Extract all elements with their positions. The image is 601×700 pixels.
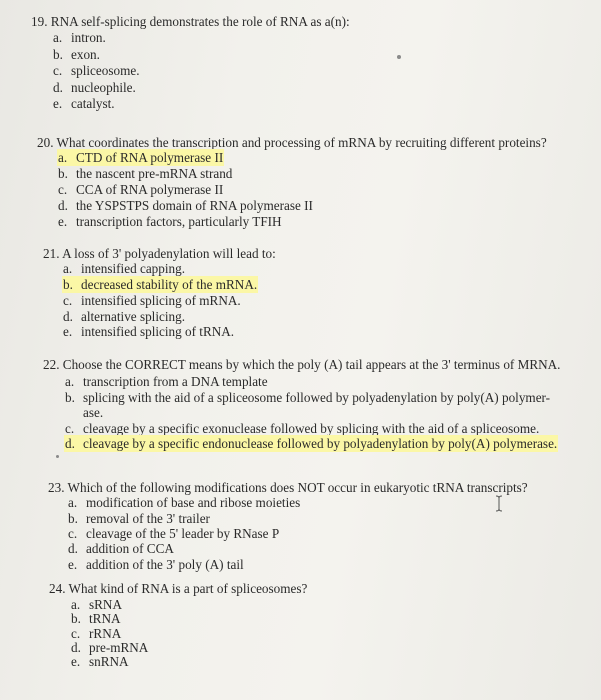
option-c[interactable] xyxy=(65,421,563,437)
option-a[interactable] xyxy=(68,495,528,510)
option-text: tRNA xyxy=(89,611,121,627)
option-a[interactable] xyxy=(71,598,307,612)
option-c[interactable] xyxy=(71,627,307,641)
question-number: 23. xyxy=(48,480,65,495)
question-21 xyxy=(43,246,276,340)
option-letter: b. xyxy=(65,389,75,405)
option-e[interactable] xyxy=(68,557,528,572)
highlighted-answer xyxy=(63,277,257,292)
option-text: intensified splicing of tRNA. xyxy=(81,324,235,340)
option-a[interactable] xyxy=(65,374,563,390)
option-b[interactable] xyxy=(71,612,307,626)
option-list xyxy=(65,374,563,452)
option-letter: c. xyxy=(63,292,73,308)
stray-dot xyxy=(56,455,59,458)
option-letter: b. xyxy=(68,510,78,526)
option-e[interactable] xyxy=(53,96,350,113)
question-number: 24. xyxy=(49,581,66,596)
question-23 xyxy=(48,480,528,572)
option-letter: c. xyxy=(65,420,75,436)
option-letter: a. xyxy=(65,374,75,390)
option-text-continuation: ase. xyxy=(83,405,104,421)
option-text: exon. xyxy=(71,46,100,62)
question-number: 21. xyxy=(43,246,60,261)
option-d[interactable] xyxy=(71,641,307,655)
option-text: cleavage of the 5' leader by RNase P xyxy=(86,526,280,542)
option-letter: e. xyxy=(71,654,81,670)
option-d[interactable] xyxy=(65,436,563,452)
option-text: intensified capping. xyxy=(81,261,186,277)
option-c[interactable] xyxy=(53,63,350,80)
option-text: snRNA xyxy=(89,654,129,670)
question-text: What kind of RNA is a part of spliceosomes? xyxy=(68,581,308,596)
option-letter: b. xyxy=(53,46,63,62)
option-list xyxy=(63,261,276,340)
option-text: CTD of RNA polymerase II xyxy=(76,150,224,166)
question-number: 19. xyxy=(31,14,48,29)
option-letter: e. xyxy=(63,324,73,340)
option-text: catalyst. xyxy=(71,96,115,112)
option-list xyxy=(53,30,350,113)
option-text: intensified splicing of mRNA. xyxy=(81,292,241,308)
option-letter: d. xyxy=(63,308,73,324)
option-text: modification of base and ribose moieties xyxy=(86,495,301,511)
option-text: the nascent pre-mRNA strand xyxy=(76,166,233,182)
option-text: alternative splicing. xyxy=(81,308,185,324)
option-d[interactable] xyxy=(53,80,350,97)
option-letter: a. xyxy=(63,261,73,277)
option-text: cleavage by a specific endonuclease followed by polyadenylation by poly(A) polymerase. xyxy=(83,436,558,452)
option-letter: c. xyxy=(53,63,63,79)
option-letter: b. xyxy=(58,166,68,182)
option-list xyxy=(68,495,528,572)
option-c[interactable] xyxy=(68,526,528,541)
option-letter: d. xyxy=(68,541,78,557)
option-letter: d. xyxy=(58,198,68,214)
option-letter: c. xyxy=(58,182,68,198)
option-text: cleavage by a specific exonuclease followed by splicing with the aid of a spliceosome. xyxy=(83,420,540,436)
highlighted-answer xyxy=(65,436,557,451)
option-a[interactable] xyxy=(53,30,350,47)
question-24 xyxy=(49,581,307,669)
option-letter: d. xyxy=(53,79,63,95)
option-e[interactable] xyxy=(71,655,307,669)
option-text: spliceosome. xyxy=(71,63,140,79)
option-letter: c. xyxy=(68,526,78,542)
option-letter: a. xyxy=(68,495,78,511)
option-b[interactable] xyxy=(65,390,563,421)
question-number: 20. xyxy=(37,135,54,150)
option-text: sRNA xyxy=(89,597,122,613)
option-letter: a. xyxy=(53,30,63,46)
option-list xyxy=(58,150,547,230)
question-text: RNA self-splicing demonstrates the role of RNA as a(n): xyxy=(50,14,350,29)
question-stem xyxy=(31,14,350,29)
option-text: rRNA xyxy=(89,625,122,641)
question-stem xyxy=(43,246,276,261)
option-a[interactable] xyxy=(58,150,547,166)
question-19 xyxy=(31,14,350,113)
option-e[interactable] xyxy=(58,214,547,230)
option-text: transcription from a DNA template xyxy=(83,374,268,390)
question-22 xyxy=(43,357,563,452)
question-stem xyxy=(49,581,307,596)
option-letter: b. xyxy=(71,611,81,627)
option-d[interactable] xyxy=(68,541,528,556)
question-stem xyxy=(43,357,563,372)
option-text: decreased stability of the mRNA. xyxy=(81,277,258,292)
option-text: pre-mRNA xyxy=(89,639,149,655)
option-d[interactable] xyxy=(58,198,547,214)
option-c[interactable] xyxy=(63,293,276,309)
option-letter: d. xyxy=(65,436,75,452)
question-text: Which of the following modifications does NOT occur in eukaryotic tRNA transcripts? xyxy=(67,480,528,495)
option-b[interactable] xyxy=(68,511,528,526)
option-text: addition of the 3' poly (A) tail xyxy=(86,556,244,572)
option-letter: e. xyxy=(58,214,68,230)
option-b[interactable] xyxy=(58,166,547,182)
question-stem xyxy=(37,135,547,150)
option-letter: c. xyxy=(71,625,81,641)
option-d[interactable] xyxy=(63,309,276,325)
question-number: 22. xyxy=(43,357,60,372)
option-letter: a. xyxy=(71,597,81,613)
question-stem xyxy=(48,480,528,495)
option-letter: b. xyxy=(63,277,73,292)
option-letter: e. xyxy=(68,556,78,572)
option-c[interactable] xyxy=(58,182,547,198)
highlighted-answer xyxy=(58,150,223,165)
option-letter: e. xyxy=(53,96,63,112)
option-text: transcription factors, particularly TFIH xyxy=(76,214,282,230)
option-letter: a. xyxy=(58,150,68,166)
option-list xyxy=(71,598,307,669)
option-text: splicing with the aid of a spliceosome followed by polyadenylation by poly(A) polymer- xyxy=(83,389,551,405)
question-20 xyxy=(37,135,547,230)
question-text: A loss of 3' polyadenylation will lead to: xyxy=(62,246,276,261)
stray-dot xyxy=(397,55,401,59)
option-b[interactable] xyxy=(53,47,350,64)
option-e[interactable] xyxy=(63,324,276,340)
option-letter: d. xyxy=(71,639,81,655)
option-text: CCA of RNA polymerase II xyxy=(76,182,224,198)
option-text: removal of the 3' trailer xyxy=(86,510,210,526)
text-cursor-icon xyxy=(495,495,503,512)
option-b[interactable] xyxy=(63,277,276,293)
option-text: nucleophile. xyxy=(71,79,136,95)
question-text: Choose the CORRECT means by which the poly (A) tail appears at the 3' terminus of MRNA. xyxy=(62,357,561,372)
option-text: intron. xyxy=(71,30,106,46)
question-text: What coordinates the transcription and processing of mRNA by recruiting different proteins? xyxy=(56,135,547,150)
option-text: addition of CCA xyxy=(86,541,174,557)
option-a[interactable] xyxy=(63,261,276,277)
option-text: the YSPSTPS domain of RNA polymerase II xyxy=(76,198,313,214)
